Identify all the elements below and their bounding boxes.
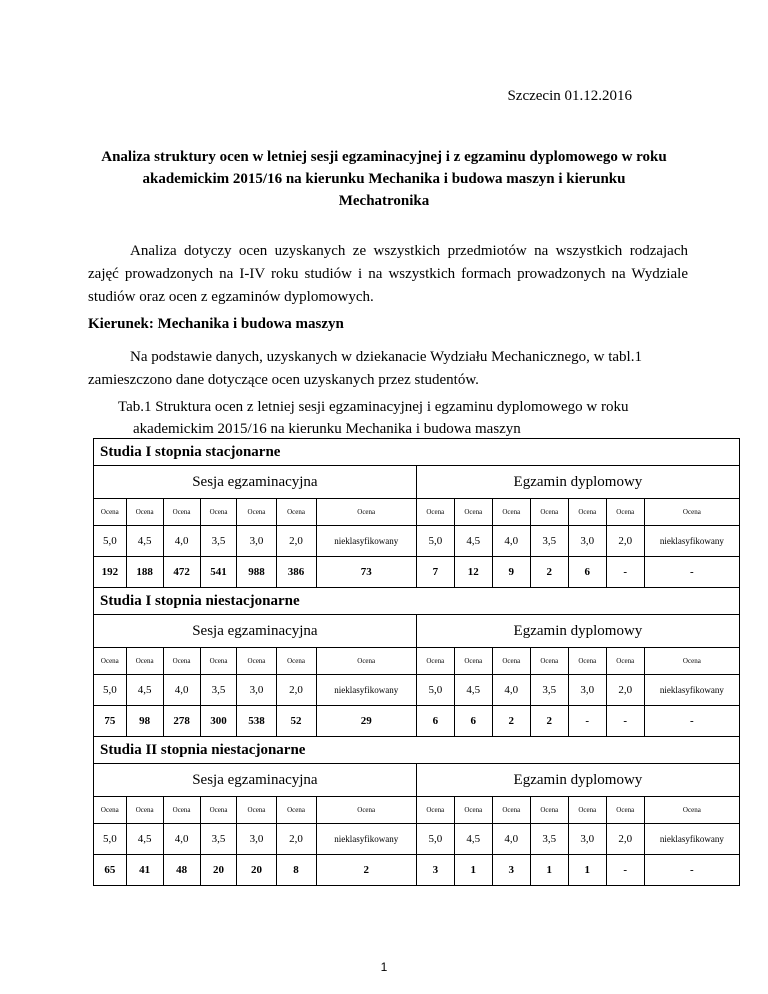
dyplom-count: - (644, 855, 739, 886)
title-line: Mechatronika (338, 193, 430, 209)
ocena-label: Ocena (126, 499, 163, 526)
sesja-count: 75 (94, 706, 127, 737)
caption-line: Tab.1 Struktura ocen z letniej sesji egzaminacyjnej i egzaminu dyplomowego w roku (118, 399, 629, 415)
sesja-header: Sesja egzaminacyjna (94, 615, 417, 648)
sesja-count: 538 (237, 706, 276, 737)
ocena-label: Ocena (276, 648, 316, 675)
ocena-label: Ocena (606, 648, 644, 675)
grade-value: 5,0 (94, 824, 127, 855)
sesja-count: 2 (316, 855, 416, 886)
group-header-row (94, 764, 740, 797)
dyplom-count: 2 (530, 706, 568, 737)
grade-value: 4,0 (163, 824, 200, 855)
grade-values-row (94, 526, 740, 557)
sesja-count: 20 (237, 855, 276, 886)
sesja-count: 541 (200, 557, 237, 588)
dyplom-count: 7 (416, 557, 454, 588)
grade-values-row (94, 675, 740, 706)
ocena-label: Ocena (237, 499, 276, 526)
dyplom-count: - (606, 855, 644, 886)
grade-value: 3,5 (530, 675, 568, 706)
grades-table (93, 438, 740, 886)
group-header-row (94, 466, 740, 499)
sesja-count: 98 (126, 706, 163, 737)
document-title (80, 146, 688, 212)
ocena-label: Ocena (126, 648, 163, 675)
section-title-row (94, 588, 740, 615)
ocena-label: Ocena (237, 797, 276, 824)
grade-value: 2,0 (606, 675, 644, 706)
ocena-label: Ocena (416, 797, 454, 824)
ocena-label: Ocena (163, 499, 200, 526)
ocena-label: Ocena (606, 499, 644, 526)
sesja-count: 386 (276, 557, 316, 588)
ocena-label: Ocena (94, 499, 127, 526)
sesja-count: 65 (94, 855, 127, 886)
grade-counts-row (94, 855, 740, 886)
dyplom-count: 6 (454, 706, 492, 737)
grade-value: 4,0 (492, 526, 530, 557)
grade-value: 5,0 (416, 675, 454, 706)
dyplom-count: 1 (568, 855, 606, 886)
dyplom-count: 2 (530, 557, 568, 588)
ocena-label: Ocena (416, 499, 454, 526)
dyplom-count: 1 (530, 855, 568, 886)
section-title: Studia I stopnia stacjonarne (94, 439, 740, 466)
grade-value: 3,5 (530, 526, 568, 557)
page-number: 1 (380, 960, 388, 974)
intro-paragraph: Analiza dotyczy ocen uzyskanych ze wszystkich przedmiotów na wszystkich rodzajach zajęć prowadzonych na I-IV roku studiów i na wszystkich formach prowadzonych na Wydziale studiów oraz ocen z egzaminów dyplomowych. (88, 243, 688, 305)
dyplom-count: 12 (454, 557, 492, 588)
ocena-label: Ocena (163, 648, 200, 675)
sesja-count: 48 (163, 855, 200, 886)
grade-counts-row (94, 557, 740, 588)
section-title: Studia II stopnia niestacjonarne (94, 737, 740, 764)
sesja-count: 472 (163, 557, 200, 588)
sesja-count: 278 (163, 706, 200, 737)
grade-value: 4,0 (492, 824, 530, 855)
dyplom-count: 9 (492, 557, 530, 588)
grade-value: 4,5 (126, 526, 163, 557)
sesja-count: 73 (316, 557, 416, 588)
ocena-label: Ocena (568, 797, 606, 824)
ocena-label: Ocena (644, 648, 739, 675)
dyplom-count: - (606, 557, 644, 588)
ocena-label: Ocena (316, 499, 416, 526)
dyplom-header: Egzamin dyplomowy (416, 615, 739, 648)
dyplom-count: - (568, 706, 606, 737)
ocena-label: Ocena (316, 797, 416, 824)
ocena-label: Ocena (94, 648, 127, 675)
title-line: Analiza struktury ocen w letniej sesji egzaminacyjnej i z egzaminu dyplomowego w roku (101, 149, 667, 165)
grade-value: 5,0 (416, 824, 454, 855)
dyplom-header: Egzamin dyplomowy (416, 466, 739, 499)
grade-value: nieklasyfikowany (644, 526, 739, 557)
dyplom-count: - (606, 706, 644, 737)
grade-value: nieklasyfikowany (316, 824, 416, 855)
dyplom-count: - (644, 557, 739, 588)
ocena-label: Ocena (276, 797, 316, 824)
grade-value: 4,0 (492, 675, 530, 706)
data-source-paragraph: Na podstawie danych, uzyskanych w dziekanacie Wydziału Mechanicznego, w tabl.1 zamieszczono dane dotyczące ocen uzyskanych przez studentów. (88, 349, 642, 388)
ocena-label: Ocena (163, 797, 200, 824)
grade-value: 4,5 (454, 824, 492, 855)
dyplom-count: 3 (416, 855, 454, 886)
grade-value: 2,0 (606, 824, 644, 855)
section-heading: Kierunek: Mechanika i budowa maszyn (88, 316, 344, 332)
grade-value: 3,5 (200, 824, 237, 855)
ocena-label: Ocena (200, 499, 237, 526)
grade-value: 3,0 (568, 824, 606, 855)
ocena-label: Ocena (530, 797, 568, 824)
grade-value: 2,0 (276, 675, 316, 706)
section-title-row (94, 737, 740, 764)
sesja-header: Sesja egzaminacyjna (94, 466, 417, 499)
grade-value: 5,0 (94, 526, 127, 557)
grade-value: 4,0 (163, 675, 200, 706)
grade-value: 3,0 (568, 526, 606, 557)
ocena-label-row (94, 797, 740, 824)
ocena-label: Ocena (276, 499, 316, 526)
grade-value: nieklasyfikowany (644, 824, 739, 855)
grade-value: nieklasyfikowany (316, 675, 416, 706)
dyplom-count: - (644, 706, 739, 737)
grade-counts-row (94, 706, 740, 737)
caption-line: akademickim 2015/16 na kierunku Mechanika i budowa maszyn (133, 421, 521, 437)
grade-value: 5,0 (94, 675, 127, 706)
grade-values-row (94, 824, 740, 855)
ocena-label: Ocena (454, 499, 492, 526)
group-header-row (94, 615, 740, 648)
ocena-label: Ocena (200, 797, 237, 824)
ocena-label: Ocena (644, 797, 739, 824)
sesja-count: 29 (316, 706, 416, 737)
ocena-label: Ocena (568, 499, 606, 526)
grade-value: 4,5 (126, 675, 163, 706)
ocena-label-row (94, 648, 740, 675)
grade-value: 3,0 (237, 675, 276, 706)
ocena-label: Ocena (568, 648, 606, 675)
ocena-label: Ocena (94, 797, 127, 824)
sesja-count: 192 (94, 557, 127, 588)
grade-value: 3,5 (530, 824, 568, 855)
dyplom-count: 6 (568, 557, 606, 588)
table-caption (118, 396, 678, 440)
ocena-label: Ocena (606, 797, 644, 824)
ocena-label: Ocena (200, 648, 237, 675)
ocena-label: Ocena (492, 797, 530, 824)
section-title: Studia I stopnia niestacjonarne (94, 588, 740, 615)
ocena-label: Ocena (237, 648, 276, 675)
sesja-count: 8 (276, 855, 316, 886)
sesja-count: 20 (200, 855, 237, 886)
grade-value: 2,0 (276, 824, 316, 855)
sesja-count: 41 (126, 855, 163, 886)
sesja-count: 988 (237, 557, 276, 588)
document-date: Szczecin 01.12.2016 (507, 88, 632, 104)
dyplom-count: 3 (492, 855, 530, 886)
sesja-count: 300 (200, 706, 237, 737)
ocena-label: Ocena (316, 648, 416, 675)
grade-value: 4,5 (454, 675, 492, 706)
grade-value: 2,0 (606, 526, 644, 557)
ocena-label: Ocena (454, 648, 492, 675)
ocena-label: Ocena (530, 499, 568, 526)
grade-value: 3,0 (237, 824, 276, 855)
dyplom-header: Egzamin dyplomowy (416, 764, 739, 797)
grade-value: 4,0 (163, 526, 200, 557)
grade-value: 3,5 (200, 675, 237, 706)
grade-value: 3,0 (237, 526, 276, 557)
ocena-label: Ocena (454, 797, 492, 824)
ocena-label: Ocena (126, 797, 163, 824)
ocena-label: Ocena (530, 648, 568, 675)
grade-value: 4,5 (454, 526, 492, 557)
dyplom-count: 6 (416, 706, 454, 737)
sesja-count: 188 (126, 557, 163, 588)
grade-value: nieklasyfikowany (644, 675, 739, 706)
sesja-count: 52 (276, 706, 316, 737)
grade-value: 4,5 (126, 824, 163, 855)
title-line: akademickim 2015/16 na kierunku Mechanika i budowa maszyn i kierunku (142, 171, 626, 187)
grade-value: 3,5 (200, 526, 237, 557)
dyplom-count: 2 (492, 706, 530, 737)
ocena-label: Ocena (492, 499, 530, 526)
ocena-label: Ocena (416, 648, 454, 675)
section-title-row (94, 439, 740, 466)
grade-value: 2,0 (276, 526, 316, 557)
sesja-header: Sesja egzaminacyjna (94, 764, 417, 797)
ocena-label-row (94, 499, 740, 526)
grade-value: nieklasyfikowany (316, 526, 416, 557)
grade-value: 3,0 (568, 675, 606, 706)
grade-value: 5,0 (416, 526, 454, 557)
dyplom-count: 1 (454, 855, 492, 886)
ocena-label: Ocena (492, 648, 530, 675)
ocena-label: Ocena (644, 499, 739, 526)
